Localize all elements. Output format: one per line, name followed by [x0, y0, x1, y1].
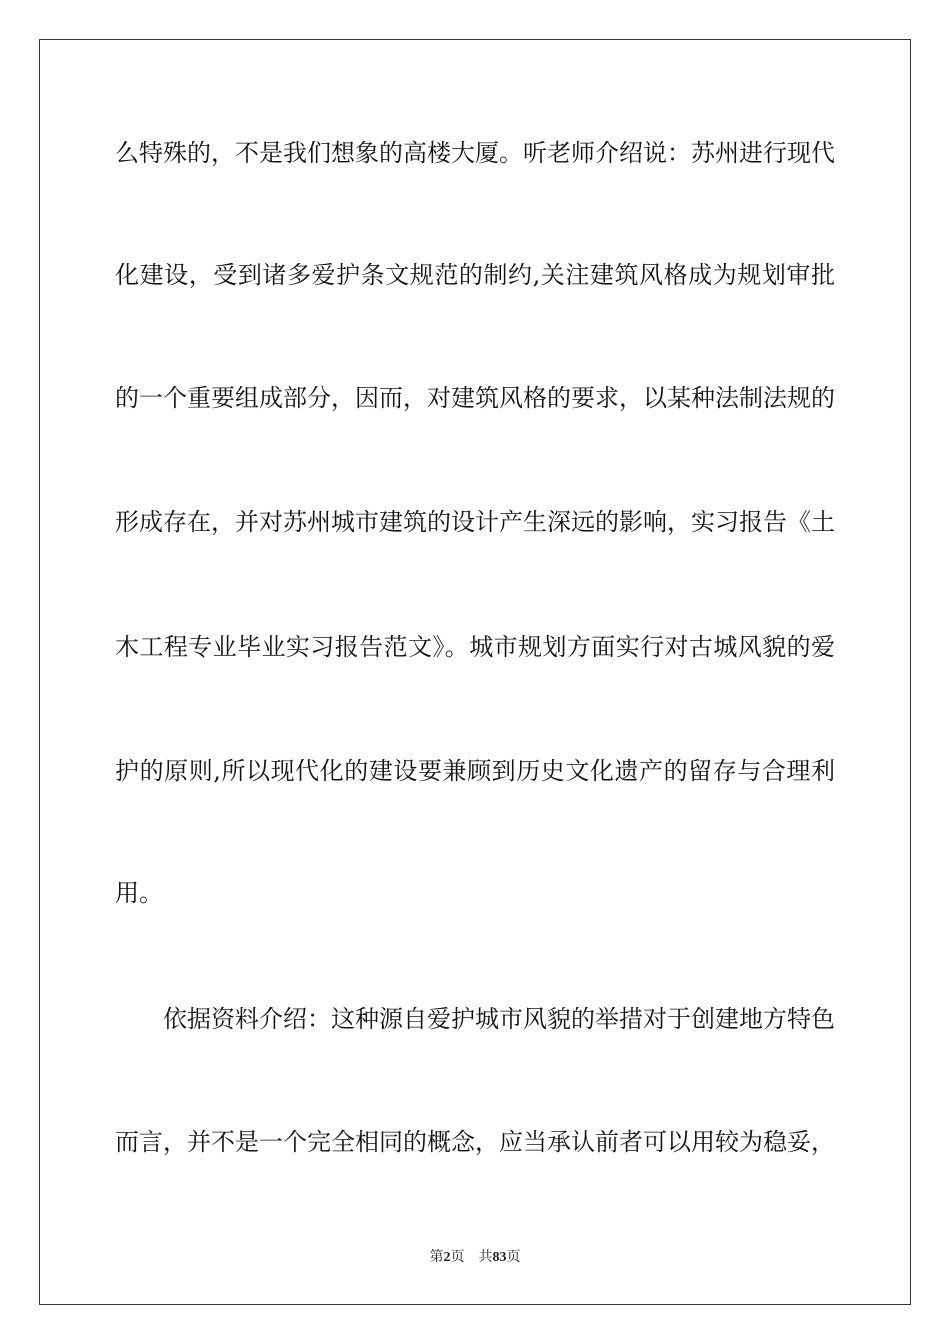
body-line-5: 木工程专业毕业实习报告范文》。城市规划方面实行对古城风貌的爱	[115, 633, 835, 661]
total-prefix: 共	[478, 1249, 493, 1265]
page-number: 2	[443, 1250, 451, 1265]
page-border	[39, 39, 911, 1305]
page-footer	[0, 1248, 950, 1267]
body-line-6: 护的原则,所以现代化的建设要兼顾到历史文化遗产的留存与合理利	[115, 757, 835, 785]
body-line-8: 依据资料介绍：这种源自爱护城市风貌的举措对于创建地方特色	[163, 1005, 835, 1033]
body-line-4: 形成存在，并对苏州城市建筑的设计产生深远的影响，实习报告《土	[115, 508, 835, 536]
body-line-2: 化建设，受到诸多爱护条文规范的制约,关注建筑风格成为规划审批	[115, 261, 835, 289]
total-suffix: 页	[506, 1249, 521, 1265]
body-line-9: 而言，并不是一个完全相同的概念，应当承认前者可以用较为稳妥，	[115, 1128, 835, 1156]
page-prefix: 第	[429, 1249, 444, 1265]
body-line-3: 的一个重要组成部分，因而，对建筑风格的要求，以某种法制法规的	[115, 384, 835, 412]
page-suffix: 页	[450, 1249, 465, 1265]
body-line-7: 用。	[115, 879, 163, 907]
total-pages: 83	[492, 1250, 507, 1265]
body-line-1: 么特殊的，不是我们想象的高楼大厦。听老师介绍说：苏州进行现代	[115, 139, 835, 167]
